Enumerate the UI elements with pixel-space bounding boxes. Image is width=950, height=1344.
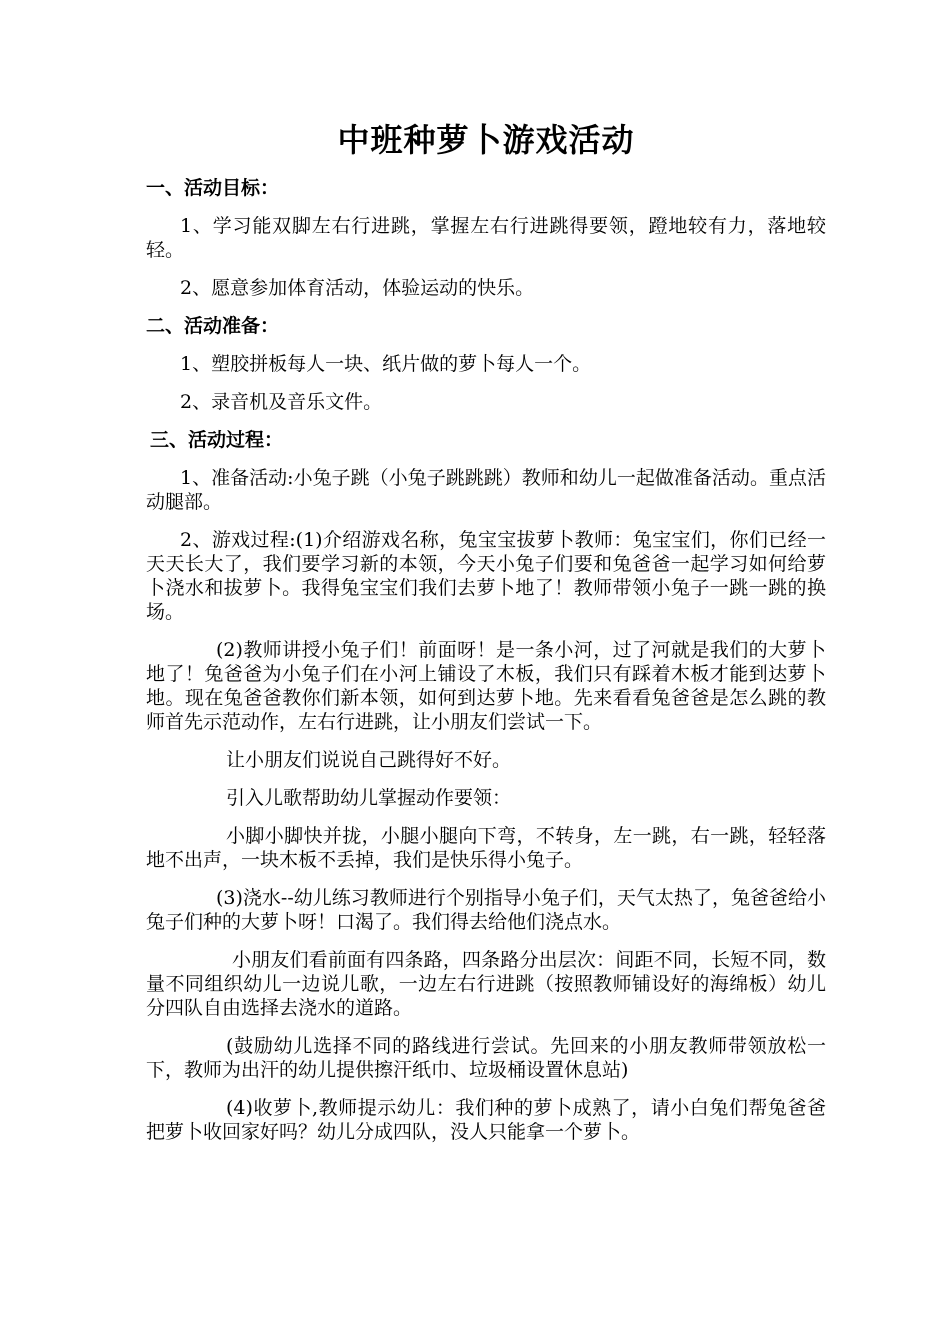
document-title: 中班种萝卜游戏活动 xyxy=(337,121,635,159)
process-paragraph-5: 引入儿歌帮助幼儿掌握动作要领： xyxy=(226,787,512,809)
section-heading-goals: 一、活动目标： xyxy=(146,177,280,199)
document-page xyxy=(146,118,826,1158)
preparation-paragraph-2: 2、录音机及音乐文件。 xyxy=(180,391,383,413)
section-heading-process: 三、活动过程： xyxy=(150,429,284,451)
process-paragraph-7: (3)浇水--幼儿练习教师进行个别指导小兔子们，天气太热了，兔爸爸给小兔子们种的大萝卜呀！口渴了。我们得去给他们浇点水。 xyxy=(146,887,826,933)
process-paragraph-8: 小朋友们看前面有四条路，四条路分出层次：间距不同，长短不同，数量不同组织幼儿一边说儿歌，一边左右行进跳（按照教师铺设好的海绵板）幼儿分四队自由选择去浇水的道路。 xyxy=(146,949,826,1019)
process-paragraph-10: (4)收萝卜,教师提示幼儿：我们种的萝卜成熟了，请小白兔们帮兔爸爸把萝卜收回家好吗？幼儿分成四队，没人只能拿一个萝卜。 xyxy=(146,1097,826,1143)
goal-paragraph-2: 2、愿意参加体育活动，体验运动的快乐。 xyxy=(180,277,535,299)
process-paragraph-4: 让小朋友们说说自己跳得好不好。 xyxy=(226,749,512,771)
goal-paragraph-1: 1、学习能双脚左右行进跳，掌握左右行进跳得要领，蹬地较有力，落地较轻。 xyxy=(146,215,826,261)
process-paragraph-1: 1、准备活动:小兔子跳（小兔子跳跳跳）教师和幼儿一起做准备活动。重点活动腿部。 xyxy=(146,467,826,513)
section-heading-preparation: 二、活动准备： xyxy=(146,315,280,337)
process-paragraph-6: 小脚小脚快并拢，小腿小腿向下弯，不转身，左一跳，右一跳，轻轻落地不出声，一块木板不丢掉，我们是快乐得小兔子。 xyxy=(146,825,826,871)
process-paragraph-2: 2、游戏过程:(1)介绍游戏名称，兔宝宝拔萝卜教师：兔宝宝们，你们已经一天天长大了，我们要学习新的本领，今天小兔子们要和兔爸爸一起学习如何给萝卜浇水和拔萝卜。我得兔宝宝们我们去萝卜地了！教师带领小兔子一跳一跳的换场。 xyxy=(146,529,826,623)
process-paragraph-9: (鼓励幼儿选择不同的路线进行尝试。先回来的小朋友教师带领放松一下，教师为出汗的幼儿提供擦汗纸巾、垃圾桶设置休息站) xyxy=(146,1035,826,1081)
preparation-paragraph-1: 1、塑胶拼板每人一块、纸片做的萝卜每人一个。 xyxy=(180,353,592,375)
process-paragraph-3: (2)教师讲授小兔子们！前面呀！是一条小河，过了河就是我们的大萝卜地了！兔爸爸为小兔子们在小河上铺设了木板，我们只有踩着木板才能到达萝卜地。现在兔爸爸教你们新本领，如何到达萝卜地。先来看看兔爸爸是怎么跳的教师首先示范动作，左右行进跳，让小朋友们尝试一下。 xyxy=(146,639,826,733)
